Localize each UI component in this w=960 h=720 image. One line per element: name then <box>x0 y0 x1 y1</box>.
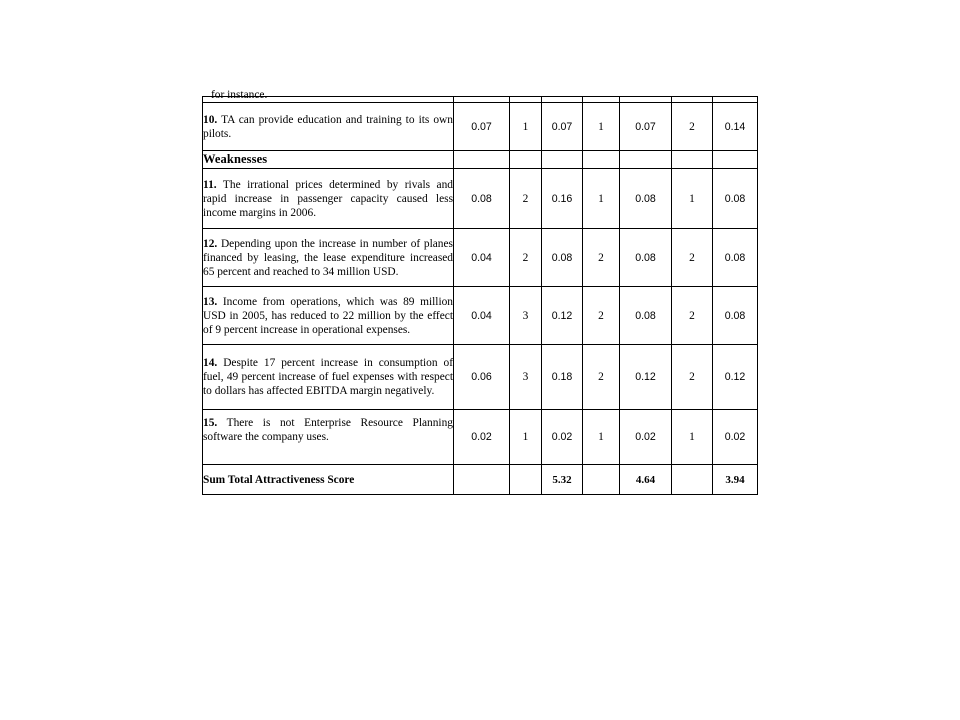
section-header-row <box>203 151 758 169</box>
factor-cell: 15. There is not Enterprise Resource Planning software the company uses. <box>203 410 454 465</box>
tas-cell: 0.08 <box>713 287 758 345</box>
factor-cell: 12. Depending upon the increase in number of planes financed by leasing, the lease expenditure increased 65 percent and reached to 34 million USD. <box>203 229 454 287</box>
sum-tas-cell: 4.64 <box>620 465 672 495</box>
as-cell: 2 <box>672 103 713 151</box>
partial-text-cell <box>203 89 454 103</box>
tas-cell: 0.08 <box>620 169 672 229</box>
as-cell: 2 <box>583 287 620 345</box>
as-cell: 1 <box>583 169 620 229</box>
factor-cell: 14. Despite 17 percent increase in consumption of fuel, 49 percent increase of fuel expenses with respect to dollars has affected EBITDA margin negatively. <box>203 345 454 410</box>
partial-text: for instance. <box>211 89 268 101</box>
as-cell: 2 <box>672 345 713 410</box>
table-row <box>203 287 758 345</box>
factor-cell: 13. Income from operations, which was 89 million USD in 2005, has reduced to 22 million by the effect of 9 percent increase in operational expenses. <box>203 287 454 345</box>
tas-cell: 0.02 <box>542 410 583 465</box>
tas-cell: 0.08 <box>620 229 672 287</box>
as-cell: 1 <box>672 169 713 229</box>
tas-cell: 0.16 <box>542 169 583 229</box>
tas-cell: 0.08 <box>713 229 758 287</box>
as-cell: 1 <box>510 103 542 151</box>
as-cell: 2 <box>583 229 620 287</box>
tas-cell: 0.07 <box>620 103 672 151</box>
tas-cell: 0.14 <box>713 103 758 151</box>
tas-cell: 0.08 <box>713 169 758 229</box>
table-row <box>203 169 758 229</box>
weight-cell: 0.02 <box>454 410 510 465</box>
sum-tas-cell: 5.32 <box>542 465 583 495</box>
weight-cell: 0.08 <box>454 169 510 229</box>
table-row <box>203 345 758 410</box>
tas-cell: 0.18 <box>542 345 583 410</box>
weight-cell: 0.07 <box>454 103 510 151</box>
as-cell: 2 <box>510 229 542 287</box>
tas-cell: 0.02 <box>713 410 758 465</box>
weight-cell: 0.06 <box>454 345 510 410</box>
as-cell: 2 <box>672 229 713 287</box>
as-cell: 1 <box>510 410 542 465</box>
qspm-table-page <box>202 89 758 502</box>
sum-tas-cell: 3.94 <box>713 465 758 495</box>
as-cell: 1 <box>583 103 620 151</box>
tas-cell: 0.12 <box>620 345 672 410</box>
tas-cell: 0.08 <box>542 229 583 287</box>
as-cell: 2 <box>672 287 713 345</box>
tas-cell: 0.07 <box>542 103 583 151</box>
table-row <box>203 410 758 465</box>
tas-cell: 0.08 <box>620 287 672 345</box>
sum-total-label: Sum Total Attractiveness Score <box>203 465 454 495</box>
qspm-table <box>202 89 758 495</box>
as-cell: 3 <box>510 287 542 345</box>
table-row <box>203 229 758 287</box>
factor-cell: 11. The irrational prices determined by rivals and rapid increase in passenger capacity caused less income margins in 2006. <box>203 169 454 229</box>
tas-cell: 0.12 <box>713 345 758 410</box>
as-cell: 2 <box>510 169 542 229</box>
tas-cell: 0.02 <box>620 410 672 465</box>
factor-cell: 10. TA can provide education and training to its own pilots. <box>203 103 454 151</box>
as-cell: 1 <box>672 410 713 465</box>
table-row <box>203 103 758 151</box>
weight-cell: 0.04 <box>454 229 510 287</box>
weight-cell: 0.04 <box>454 287 510 345</box>
tas-cell: 0.12 <box>542 287 583 345</box>
sum-total-row <box>203 465 758 495</box>
as-cell: 3 <box>510 345 542 410</box>
section-title: Weaknesses <box>203 151 454 169</box>
as-cell: 2 <box>583 345 620 410</box>
as-cell: 1 <box>583 410 620 465</box>
